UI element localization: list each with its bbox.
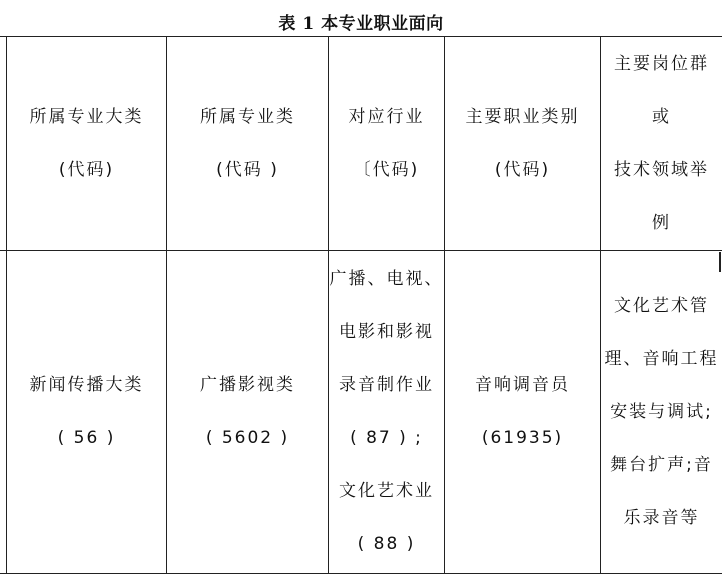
cell-line: 安装与调试;: [610, 401, 713, 422]
header-cell-occupation: [445, 37, 601, 251]
table-title: 表 1 本专业职业面向: [278, 14, 444, 34]
cell-line: 〔代码): [353, 159, 420, 180]
cell-line: 对应行业: [348, 106, 425, 127]
cell-line: 音响调音员: [475, 375, 570, 395]
cell-major-category: [7, 251, 167, 574]
cell-line: 主要职业类别: [465, 106, 580, 127]
cell-line: 主要岗位群: [614, 53, 709, 74]
cell-line: 例: [652, 212, 671, 233]
cell-line: (代码): [494, 159, 551, 180]
table-row: [7, 251, 722, 574]
cell-line: (代码 ): [216, 159, 279, 180]
cell-positions: [601, 251, 722, 574]
cell-line: ( 88 ): [357, 534, 416, 554]
cell-line: 理、音响工程: [604, 348, 719, 369]
cell-line: 文化艺术管: [614, 295, 709, 316]
cell-line: 广播影视类: [200, 375, 295, 395]
cell-line: 录音制作业: [339, 375, 434, 395]
header-cell-industry: [329, 37, 445, 251]
cell-line: ( 56 ): [57, 428, 116, 448]
header-cell-major-class: [167, 37, 329, 251]
table-header-row: [7, 37, 722, 251]
cell-line: 电影和影视: [339, 322, 434, 342]
table-edge-mark: [719, 252, 721, 272]
cell-line: (代码): [58, 159, 115, 180]
cell-line: 广播、电视、: [329, 269, 444, 289]
cell-line: (61935): [481, 428, 564, 448]
occupation-table: [6, 36, 722, 574]
header-cell-major-category: [7, 37, 167, 251]
cell-line: 或: [652, 106, 671, 127]
cell-major-class: [167, 251, 329, 574]
cell-line: 舞台扩声;音: [610, 454, 713, 475]
cell-line: ( 87 ) ;: [350, 428, 423, 448]
cell-occupation: [445, 251, 601, 574]
cell-line: ( 5602 ): [205, 428, 290, 448]
cell-industry: [329, 251, 445, 574]
cell-line: 乐录音等: [623, 507, 700, 528]
header-cell-positions: [601, 37, 722, 251]
cell-line: 新闻传播大类: [29, 375, 144, 395]
cell-line: 文化艺术业: [339, 481, 434, 501]
cell-line: 所属专业大类: [29, 106, 144, 127]
cell-line: 所属专业类: [200, 106, 295, 127]
cell-line: 技术领域举: [614, 159, 709, 180]
